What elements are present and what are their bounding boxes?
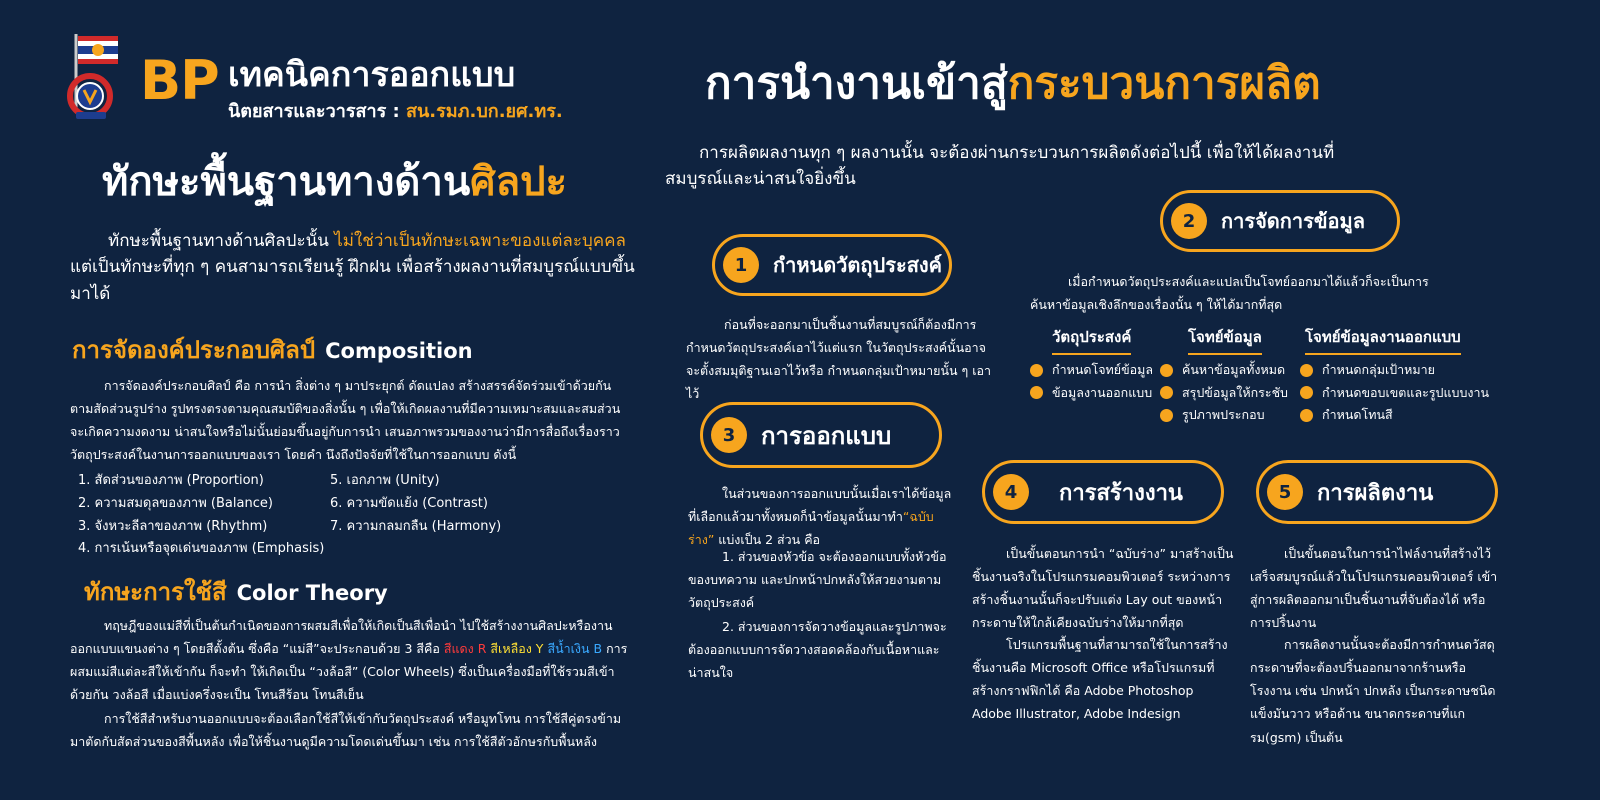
brand-subtitle-prefix: นิตยสารและวารสาร : xyxy=(228,101,400,122)
composition-list-col1 xyxy=(78,470,328,561)
color-title-en: Color Theory xyxy=(236,581,388,605)
step-1-pill xyxy=(712,234,952,296)
step-5-body-1: เป็นขั้นตอนในการนำไฟล์งานที่สร้างไว้เสร็จสมบูรณ์แล้วในโปรแกรมคอมพิวเตอร์ เข้าสู่การผลิตออกมาเป็นชิ้นงานที่จับต้องได้ หรือการปริ้นงาน xyxy=(1250,546,1498,631)
bullet-dot-icon xyxy=(1030,386,1043,399)
list-item-label: สรุปข้อมูลให้กระชับ xyxy=(1182,384,1288,400)
intro-part-b: ไม่ใช่ว่าเป็นทักษะเฉพาะของแต่ละบุคคล xyxy=(334,231,626,251)
bullet-dot-icon xyxy=(1300,364,1313,377)
list-item-label: กำหนดขอบเขตและรูปแบบงาน xyxy=(1322,384,1490,400)
bullet-dot-icon xyxy=(1300,409,1313,422)
list-item-label: กำหนดกลุ่มเป้าหมาย xyxy=(1322,362,1436,377)
list-item: 1. สัดส่วนของภาพ (Proportion) xyxy=(78,473,264,488)
brand-bp: BP xyxy=(140,49,219,112)
composition-heading xyxy=(72,330,473,369)
color-body-1b: การผสมแม่สีแต่ละสีให้เข้ากัน ก็จะทำ ให้เกิดเป็น “วงล้อสี” (Color Wheels) ซึ่งเป็นเครื่องมือที่ใช้รวมสีเข้าด้วยกัน วงล้อสี เมื่อแบ่งครึ่งจะเป็น โทนสีร้อน โทนสีเย็น xyxy=(70,641,628,703)
list-item: 7. ความกลมกลืน (Harmony) xyxy=(330,518,502,534)
composition-list-col2 xyxy=(330,470,590,538)
list-item: 5. เอกภาพ (Unity) xyxy=(330,473,440,488)
composition-title-th: การจัดองค์ประกอบศิลป์ xyxy=(72,336,316,364)
step-2-col3-list xyxy=(1300,359,1489,427)
step-2-columns xyxy=(1030,325,1550,435)
step-3-number: 3 xyxy=(711,417,747,453)
list-item xyxy=(1160,359,1288,382)
brand-subtitle-org: สน.รมภ.บก.ยศ.ทร. xyxy=(406,101,563,122)
step-2-title: การจัดการข้อมูล xyxy=(1221,209,1365,233)
right-intro xyxy=(665,140,1385,193)
step-4-body-2: โปรแกรมพื้นฐานที่สามารถใช้ในการสร้างชิ้นงานคือ Microsoft Office หรือโปรแกรมที่สร้างกราฟฟิกได้ คือ Adobe Photoshop Adobe Illustrator, Adobe Indesign xyxy=(972,637,1228,722)
step-5-title: การผลิตงาน xyxy=(1317,480,1434,506)
list-item xyxy=(1300,404,1489,427)
step-4-title: การสร้างงาน xyxy=(1059,480,1183,506)
bullet-dot-icon xyxy=(1160,386,1173,399)
brand-title: เทคนิคการออกแบบ xyxy=(228,55,516,95)
step-2-col2-list xyxy=(1160,359,1288,427)
step-2-col3-title: โจทย์ข้อมูลงานออกแบบ xyxy=(1305,325,1461,355)
step-3-body-b: แบ่งเป็น 2 ส่วน คือ xyxy=(714,532,821,548)
color-title-th: ทักษะการใช้สี xyxy=(84,578,227,606)
step-3-pill xyxy=(700,402,942,468)
step-4-number: 4 xyxy=(993,474,1029,510)
list-item-label: รูปภาพประกอบ xyxy=(1182,407,1265,422)
step-3-body-highlight: “ฉบับร่าง” xyxy=(688,509,934,548)
step-4-body-1: เป็นขั้นตอนการนำ “ฉบับร่าง” มาสร้างเป็นชิ้นงานจริงในโปรแกรมคอมพิวเตอร์ ระหว่างการสร้างชิ้นงานนั้นก็จะปรับแต่ง Lay out ของหน้ากระดาษให้ใกล้เคียงฉบับร่างให้มากที่สุด xyxy=(972,546,1234,631)
intro-part-a: ทักษะพื้นฐานทางด้านศิลปะนั้น xyxy=(108,231,335,251)
right-heading xyxy=(705,60,1321,108)
step-4-pill xyxy=(982,460,1224,524)
left-heading-orange: ศิลปะ xyxy=(470,159,567,205)
color-blue: สีน้ำเงิน B xyxy=(547,641,603,657)
color-body-2: การใช้สีสำหรับงานออกแบบจะต้องเลือกใช้สีให้เข้ากับวัตถุประสงค์ หรือมูทโทน การใช้สีคู่ตรงข้ามมาตัดกับสัดส่วนของสีพื้นหลัง เพื่อให้ชิ้นงานดูมีความโดดเด่นขึ้นมา เช่น การใช้สีตัวอักษรกับพื้นหลัง xyxy=(70,711,622,750)
bullet-dot-icon xyxy=(1030,364,1043,377)
step-2-col1-title: วัตถุประสงค์ xyxy=(1052,325,1131,355)
color-yellow: สีเหลือง Y xyxy=(490,641,544,657)
list-item-label: ค้นหาข้อมูลทั้งหมด xyxy=(1182,362,1286,377)
color-heading xyxy=(84,572,388,611)
color-body-1a: ทฤษฎีของแม่สีที่เป็นต้นกำเนิดของการผสมสีเพื่อให้เกิดเป็นสีเพื่อนำ ไปใช้สร้างงานศิลปะหรืองานออกแบบแขนงต่าง ๆ โดยสีตั้งต้น ซึ่งคือ “แม่สี”จะประกอบด้วย 3 สีคือ xyxy=(70,618,613,657)
list-item: 6. ความขัดแย้ง (Contrast) xyxy=(330,495,488,511)
list-item: 4. การเน้นหรือจุดเด่นของภาพ (Emphasis) xyxy=(78,541,325,557)
step-2-body: เมื่อกำหนดวัตถุประสงค์และแปลเป็นโจทย์ออกมาได้แล้วก็จะเป็นการค้นหาข้อมูลเชิงลึกของเรื่องนั้น ๆ ให้ได้มากที่สุด xyxy=(1030,274,1429,313)
list-item xyxy=(1300,382,1489,405)
list-item xyxy=(1030,359,1153,382)
color-body-1 xyxy=(70,614,635,707)
step-5-pill xyxy=(1256,460,1498,524)
list-item xyxy=(1300,359,1489,382)
composition-body: การจัดองค์ประกอบศิลป์ คือ การนำ สิ่งต่าง ๆ มาประยุกต์ ดัดแปลง สร้างสรรค์จัดร่วมเข้าด้วยกันตามสัดส่วนรูปร่าง รูปทรงตรงตามคุณสมบัติของสิ่งนั้น ๆ เพื่อให้เกิดผลงานที่มีความเหมาะสมและสมส่วน จะเกิดความงดงาม น่าสนใจหรือไม่นั้นย่อมขึ้นอยู่กับการนำ เสนอภาพรวมของงานว่ามีการสื่อถึงเรื่องราววัตถุประสงค์ในงานการออกแบบของเรา โดยคำ นึงถึงปัจจัยที่ใช้ในการออกแบบ ดังนี้ xyxy=(70,378,621,463)
list-item: 2. ความสมดุลของภาพ (Balance) xyxy=(78,495,273,511)
step-3-body xyxy=(688,482,953,551)
list-item-label: กำหนดโทนสี xyxy=(1322,407,1393,422)
list-item xyxy=(1030,382,1153,405)
left-heading-white: ทักษะพื้นฐานทางด้าน xyxy=(102,159,471,205)
composition-title-en: Composition xyxy=(325,339,473,363)
right-intro-text: การผลิตผลงานทุก ๆ ผลงานนั้น จะต้องผ่านกระบวนการผลิตดังต่อไปนี้ เพื่อให้ได้ผลงานที่สมบูรณ์และน่าสนใจยิ่งขึ้น xyxy=(665,143,1335,190)
navy-emblem-logo xyxy=(58,30,130,122)
step-1-number: 1 xyxy=(723,247,759,283)
step-3-body-a: ในส่วนของการออกแบบนั้นเมื่อเราได้ข้อมูลที่เลือกแล้วมาทั้งหมดก็นำข้อมูลนั้นมาทำ xyxy=(688,486,952,525)
step-3-point-2: 2. ส่วนของการจัดวางข้อมูลและรูปภาพจะต้องออกแบบการจัดวางสอดคล้องกับเนื้อหาและน่าสนใจ xyxy=(688,619,947,681)
intro-part-c: แต่เป็นทักษะที่ทุก ๆ คนสามารถเรียนรู้ ฝึกฝน เพื่อสร้างผลงานที่สมบูรณ์แบบขึ้นมาได้ xyxy=(70,257,635,304)
step-2-col1-list xyxy=(1030,359,1153,404)
bullet-dot-icon xyxy=(1300,386,1313,399)
left-heading xyxy=(102,158,567,206)
bullet-dot-icon xyxy=(1160,364,1173,377)
color-red: สีแดง R xyxy=(443,641,487,657)
step-1-body: ก่อนที่จะออกมาเป็นชิ้นงานที่สมบูรณ์ก็ต้องมีการกำหนดวัตถุประสงค์เอาไว้แต่แรก ในวัตถุประสงค์นั้นอาจจะตั้งสมมุติฐานเอาไว้หรือ กำหนดกลุ่มเป้าหมายนั้น ๆ เอาไว้ xyxy=(686,317,992,402)
right-heading-white: การนำงานเข้าสู่ xyxy=(705,58,1008,109)
list-item xyxy=(1160,404,1288,427)
step-2-col2-title: โจทย์ข้อมูล xyxy=(1188,325,1262,355)
right-heading-orange: กระบวนการผลิต xyxy=(1007,58,1321,109)
list-item: 3. จังหวะลีลาของภาพ (Rhythm) xyxy=(78,518,268,534)
list-item xyxy=(1160,382,1288,405)
step-3-point-1: 1. ส่วนของหัวข้อ จะต้องออกแบบทั้งหัวข้อของบทความ และปกหน้าปกหลังให้สวยงามตามวัตถุประสงค์ xyxy=(688,549,947,611)
list-item-label: กำหนดโจทย์ข้อมูล xyxy=(1052,362,1154,377)
step-5-body-2: การผลิตงานนั้นจะต้องมีการกำหนดวัสดุกระดาษที่จะต้องปริ้นออกมาจากร้านหรือโรงงาน เช่น ปกหน้า ปกหลัง เป็นกระดาษชนิดแข็งมันวาว หรือด้าน ขนาดกระดาษที่แกรม(gsm) เป็นต้น xyxy=(1250,637,1496,745)
step-1-title: กำหนดวัตถุประสงค์ xyxy=(773,253,943,277)
bullet-dot-icon xyxy=(1160,409,1173,422)
list-item-label: ข้อมูลงานออกแบบ xyxy=(1052,384,1153,400)
brand-subtitle xyxy=(228,96,563,125)
left-intro xyxy=(70,228,650,307)
step-2-pill xyxy=(1160,190,1400,252)
step-3-title: การออกแบบ xyxy=(761,421,892,450)
step-5-number: 5 xyxy=(1267,474,1303,510)
step-2-number: 2 xyxy=(1171,203,1207,239)
